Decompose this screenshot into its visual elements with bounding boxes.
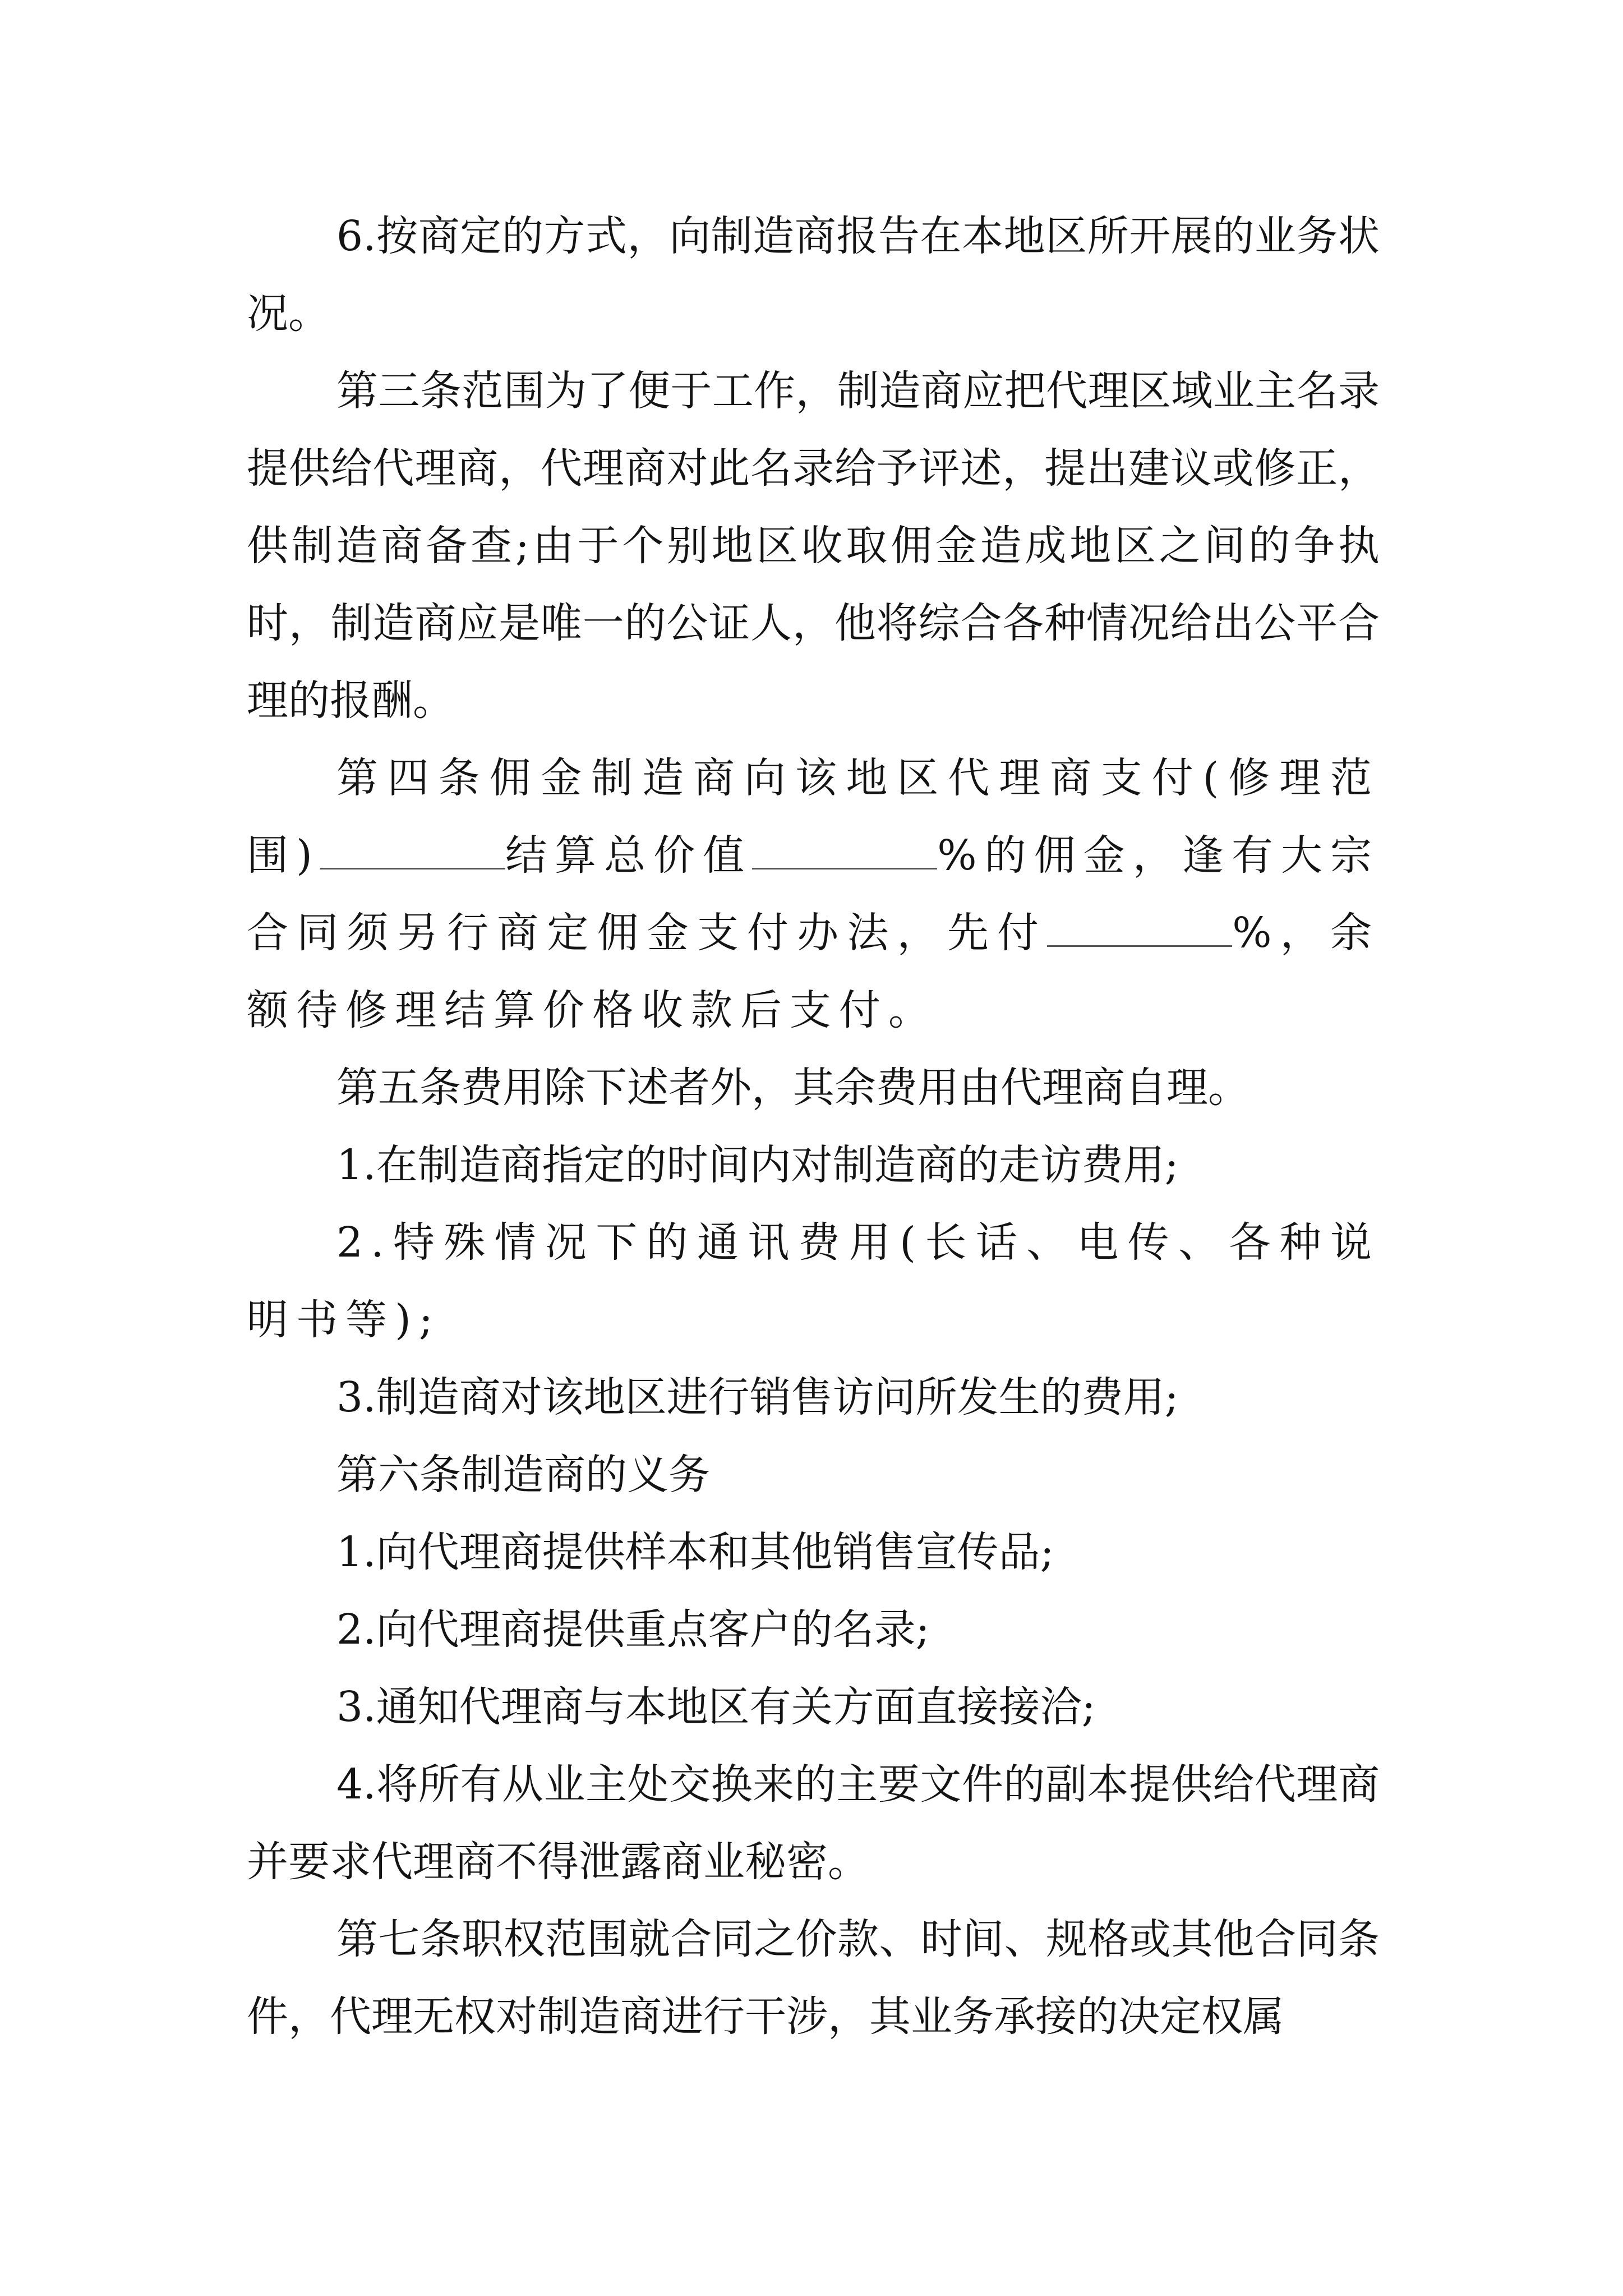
paragraph-text: 1.在制造商指定的时间内对制造商的走访费用; bbox=[336, 1141, 1179, 1189]
fill-in-blank bbox=[1047, 912, 1232, 947]
paragraph-obligation-item-2 bbox=[247, 1591, 1380, 1668]
paragraph-report-status bbox=[247, 197, 1380, 352]
paragraph-article-7-authority bbox=[247, 1901, 1380, 2055]
paragraph-obligation-item-1 bbox=[247, 1513, 1380, 1591]
paragraph-article-3-scope bbox=[247, 352, 1380, 739]
paragraph-text: 3.制造商对该地区进行销售访问所发生的费用; bbox=[336, 1373, 1179, 1421]
paragraph-text: 第五条费用除下述者外，其余费用由代理商自理。 bbox=[336, 1064, 1249, 1112]
paragraph-article-5-expenses bbox=[247, 1049, 1380, 1126]
paragraph-text: 第四条佣金制造商向该地区代理商支付(修理范围) bbox=[247, 754, 1380, 880]
paragraph-expense-item-3 bbox=[247, 1359, 1380, 1436]
paragraph-text: 第三条范围为了便于工作，制造商应把代理区域业主名录提供给代理商，代理商对此名录给予评述，提出建议或修正，供制造商备查;由于个别地区收取佣金造成地区之间的争执时，制造商应是唯一的公证人，他将综合各种情况给出公平合理的报酬。 bbox=[247, 367, 1380, 725]
paragraph-article-6-obligations bbox=[247, 1436, 1380, 1513]
paragraph-text: 1.向代理商提供样本和其他销售宣传品; bbox=[336, 1528, 1054, 1576]
paragraph-text: 2.特殊情况下的通讯费用(长话、电传、各种说明书等); bbox=[247, 1218, 1380, 1344]
paragraph-article-4-commission bbox=[247, 739, 1380, 1049]
paragraph-obligation-item-3 bbox=[247, 1668, 1380, 1746]
paragraph-text: 第七条职权范围就合同之价款、时间、规格或其他合同条件，代理无权对制造商进行干涉，其业务承接的决定权属 bbox=[247, 1915, 1380, 2041]
fill-in-blank bbox=[752, 834, 937, 869]
paragraph-text: 6.按商定的方式，向制造商报告在本地区所开展的业务状况。 bbox=[247, 212, 1380, 338]
paragraph-text: %的佣金，逢有大宗合同须另行商定佣金支付办法，先付 bbox=[247, 831, 1380, 957]
fill-in-blank bbox=[320, 834, 505, 869]
paragraph-text: 3.通知代理商与本地区有关方面直接接洽; bbox=[336, 1683, 1096, 1731]
paragraph-expense-item-2 bbox=[247, 1204, 1380, 1359]
paragraph-expense-item-1 bbox=[247, 1126, 1380, 1204]
paragraph-text: 2.向代理商提供重点客户的名录; bbox=[336, 1605, 930, 1654]
paragraph-text: 结算总价值 bbox=[505, 831, 753, 880]
paragraph-text: 4.将所有从业主处交换来的主要文件的副本提供给代理商并要求代理商不得泄露商业秘密。 bbox=[247, 1760, 1380, 1886]
paragraph-text: 第六条制造商的义务 bbox=[336, 1451, 710, 1499]
document-body bbox=[247, 197, 1380, 2055]
paragraph-text: %，余额待修理结算价格收款后支付。 bbox=[247, 909, 1380, 1034]
paragraph-obligation-item-4 bbox=[247, 1746, 1380, 1901]
